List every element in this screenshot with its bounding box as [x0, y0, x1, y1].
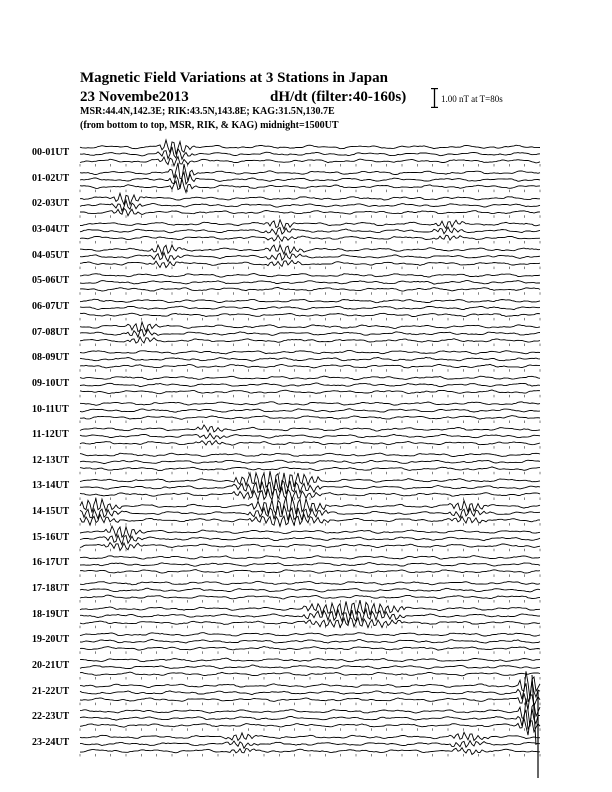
filter-label: dH/dt (filter:40-160s) — [270, 89, 407, 105]
station-trace-msr — [80, 647, 540, 651]
hour-row — [80, 245, 540, 269]
hour-row-label: 11-12UT — [32, 429, 69, 441]
station-trace-kag — [80, 376, 540, 380]
hour-row-label: 00-01UT — [32, 147, 70, 158]
hour-row — [80, 633, 540, 654]
hour-row — [80, 140, 540, 167]
hour-row — [80, 453, 540, 474]
hour-row-label: 21-22UT — [32, 685, 70, 697]
hour-row — [80, 163, 540, 193]
station-trace-msr — [80, 595, 540, 599]
station-trace-rik — [80, 563, 540, 567]
hour-row — [80, 322, 540, 346]
hour-row-label: 10-11UT — [32, 403, 69, 415]
hour-row-label: 08-09UT — [32, 352, 70, 364]
station-trace-kag — [80, 402, 540, 406]
station-trace-msr — [80, 441, 540, 446]
hour-row-label: 18-19UT — [32, 608, 70, 620]
station-trace-rik — [80, 665, 540, 669]
hour-row-label: 05-06UT — [32, 275, 70, 287]
hour-row — [80, 581, 540, 602]
station-trace-rik — [80, 357, 540, 361]
hour-row-label: 02-03UT — [32, 198, 70, 210]
station-trace-kag — [80, 658, 540, 662]
station-trace-kag — [80, 274, 540, 278]
hour-row-label: 03-04UT — [32, 223, 70, 235]
station-trace-kag — [80, 526, 540, 538]
hour-row-label: 04-05UT — [32, 249, 70, 261]
station-trace-msr — [80, 748, 540, 755]
hour-row-label: 14-15UT — [32, 506, 70, 518]
station-trace-rik — [80, 147, 540, 159]
station-trace-rik — [80, 588, 540, 592]
station-trace-rik — [80, 329, 540, 337]
hour-row — [80, 376, 540, 397]
station-trace-msr — [80, 313, 540, 316]
hour-row — [80, 425, 540, 449]
hour-row — [80, 350, 540, 371]
station-trace-rik — [80, 460, 540, 463]
station-trace-kag — [80, 245, 540, 255]
station-trace-kag — [80, 193, 540, 204]
hour-row — [80, 556, 540, 577]
hour-row-label: 16-17UT — [32, 557, 70, 569]
hour-row-label: 01-02UT — [32, 172, 70, 184]
station-trace-rik — [80, 200, 540, 211]
station-trace-rik — [80, 383, 540, 387]
scale-label: 1.00 nT at T=80s — [441, 94, 503, 104]
hour-row — [80, 193, 540, 218]
hour-row-label: 06-07UT — [32, 300, 70, 312]
station-trace-msr — [80, 416, 540, 420]
station-trace-rik — [80, 227, 540, 235]
station-trace-rik — [80, 281, 540, 285]
hour-row-label: 17-18UT — [32, 583, 70, 595]
station-trace-msr — [80, 260, 540, 267]
hour-row — [80, 600, 540, 628]
station-trace-rik — [80, 639, 540, 643]
station-trace-kag — [80, 350, 540, 354]
hour-row — [80, 497, 540, 527]
hour-row — [80, 220, 540, 244]
station-trace-kag — [80, 453, 540, 456]
station-trace-kag — [80, 671, 540, 699]
station-trace-rik — [80, 253, 540, 262]
station-trace-kag — [80, 732, 540, 740]
station-order-note: (from bottom to top, MSR, RIK, & KAG) midnight=1500UT — [80, 120, 339, 131]
hour-row — [80, 299, 540, 320]
station-trace-msr — [80, 337, 540, 343]
station-trace-rik — [80, 535, 540, 545]
station-trace-kag — [80, 581, 540, 585]
hour-row — [80, 658, 540, 679]
station-trace-kag — [80, 299, 540, 303]
hour-row — [80, 274, 540, 295]
hour-row-label: 13-14UT — [32, 480, 70, 492]
station-trace-kag — [80, 140, 540, 154]
station-trace-msr — [80, 208, 540, 215]
station-trace-msr — [80, 390, 540, 394]
station-trace-rik — [80, 741, 540, 749]
station-trace-msr — [80, 235, 540, 241]
station-trace-kag — [80, 220, 540, 230]
hour-row — [80, 732, 540, 756]
hour-row-label: 12-13UT — [32, 454, 70, 466]
chart-title: Magnetic Field Variations at 3 Stations in Japan — [80, 70, 388, 86]
station-trace-msr — [80, 467, 540, 471]
station-trace-msr — [80, 364, 540, 368]
station-trace-msr — [80, 672, 540, 676]
hour-row-label: 22-23UT — [32, 711, 70, 723]
hour-row — [80, 402, 540, 423]
hour-row-label: 15-16UT — [32, 531, 70, 543]
hour-row-label: 09-10UT — [32, 377, 70, 389]
station-trace-msr — [80, 287, 540, 291]
hour-row-label: 19-20UT — [32, 634, 70, 646]
station-trace-kag — [80, 556, 540, 560]
hour-row — [80, 471, 540, 500]
station-trace-rik — [80, 306, 540, 309]
station-trace-rik — [80, 409, 540, 413]
station-coordinates: MSR:44.4N,142.3E; RIK:43.5N,143.8E; KAG:31.5N,130.7E — [80, 106, 335, 117]
station-trace-rik — [80, 433, 540, 439]
station-trace-kag — [80, 633, 540, 636]
station-trace-kag — [80, 425, 540, 432]
hour-row-label: 20-21UT — [32, 660, 70, 671]
station-trace-msr — [80, 570, 540, 574]
date-label: 23 Novembe2013 — [80, 89, 189, 105]
hour-row-label: 07-08UT — [32, 326, 70, 338]
hour-row — [80, 526, 540, 551]
station-trace-msr — [80, 718, 540, 735]
station-trace-msr — [80, 693, 540, 709]
hour-row-label: 23-24UT — [32, 736, 70, 748]
